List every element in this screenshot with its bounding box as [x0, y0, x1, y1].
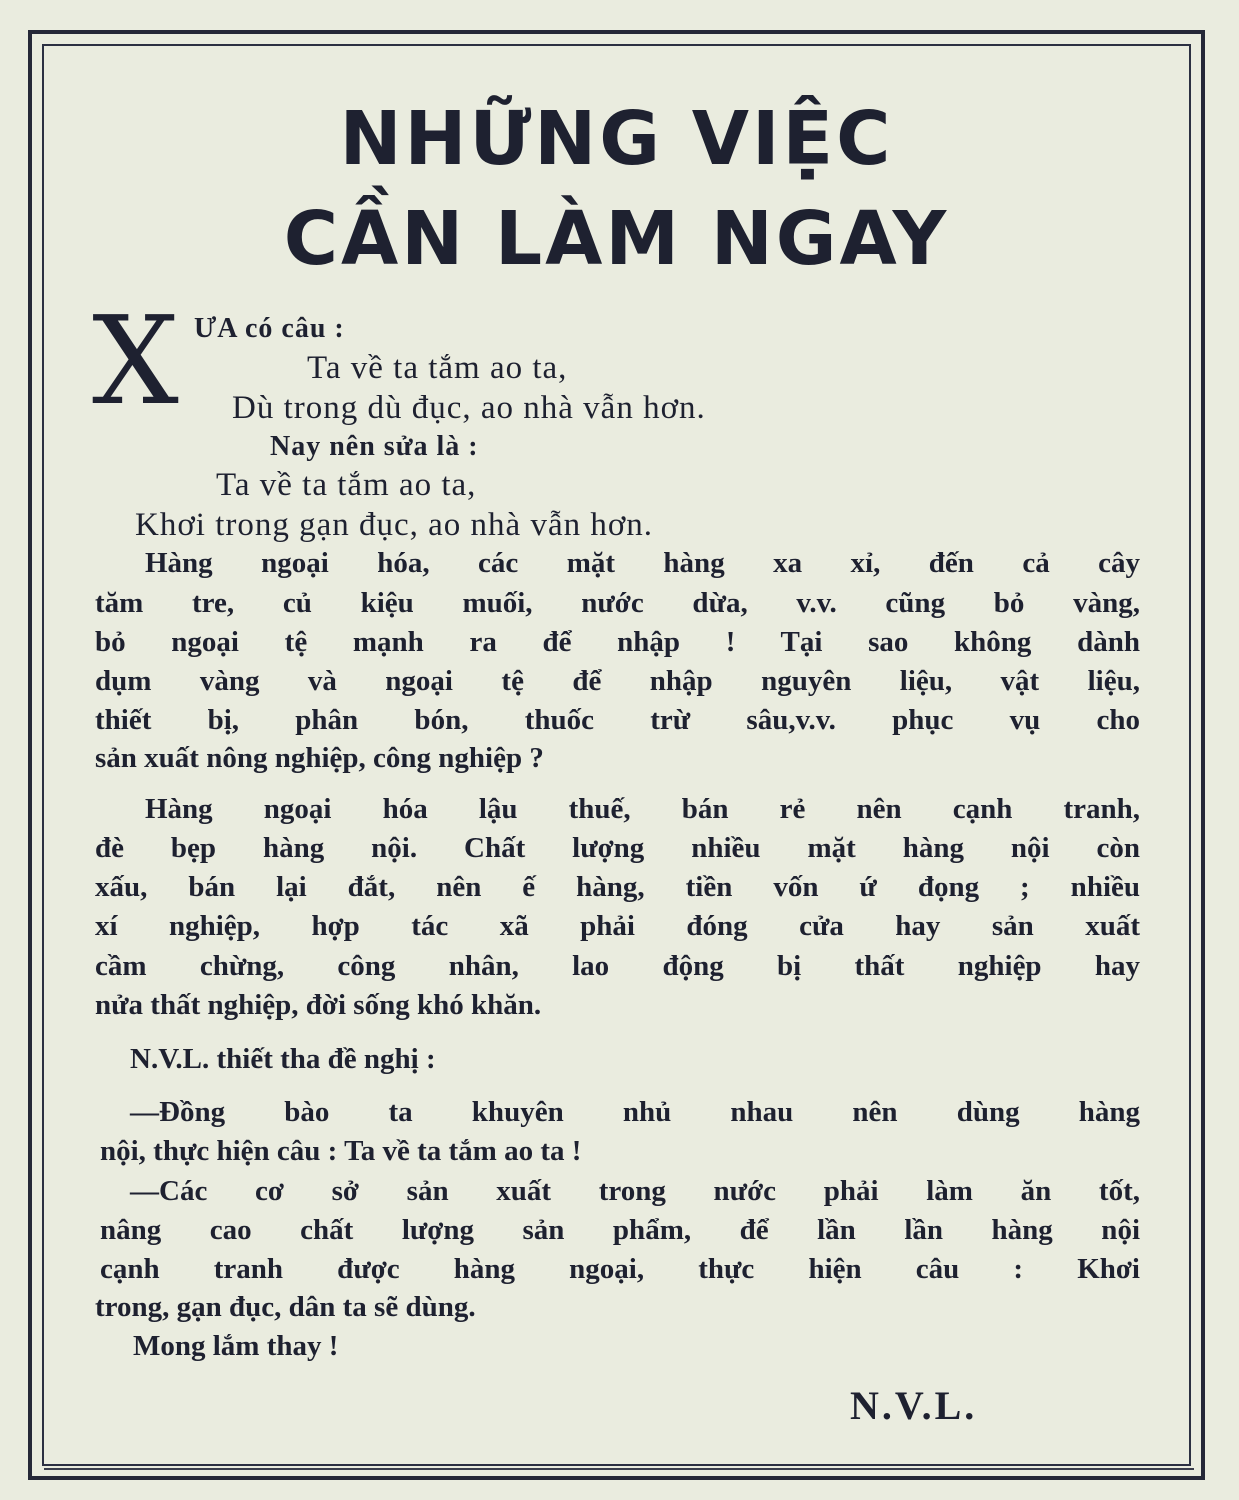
para1-line-1: Hàng ngoại hóa, các mặt hàng xa xỉ, đến cả cây	[145, 547, 1140, 579]
proposal2-line-1: —Các cơ sở sản xuất trong nước phải làm ăn tốt,	[130, 1175, 1140, 1207]
new-verse-line-2: Khơi trong gạn đục, ao nhà vẫn hơn.	[135, 507, 654, 543]
para2-line-6: nửa thất nghiệp, đời sống khó khăn.	[95, 989, 542, 1021]
proposal1-line-2: nội, thực hiện câu : Ta về ta tắm ao ta !	[100, 1135, 582, 1167]
para2-line-4: xí nghiệp, hợp tác xã phải đóng cửa hay sản xuất	[95, 910, 1140, 942]
proposal2-line-3: cạnh tranh được hàng ngoại, thực hiện câu : Khơi	[100, 1253, 1140, 1285]
revise-intro-line: Nay nên sửa là :	[270, 431, 479, 462]
new-verse-line-1: Ta về ta tắm ao ta,	[216, 467, 477, 503]
para2-line-1: Hàng ngoại hóa lậu thuế, bán rẻ nên cạnh tranh,	[145, 793, 1140, 825]
proposal1-line-1: —Đồng bào ta khuyên nhủ nhau nên dùng hàng	[130, 1096, 1140, 1128]
old-verse-line-2: Dù trong dù đục, ao nhà vẫn hơn.	[232, 390, 706, 426]
para1-line-6: sản xuất nông nghiệp, công nghiệp ?	[95, 742, 544, 774]
para2-line-5: cầm chừng, công nhân, lao động bị thất nghiệp hay	[95, 950, 1140, 982]
old-verse-line-1: Ta về ta tắm ao ta,	[307, 350, 568, 386]
bottom-rule	[44, 1468, 1194, 1470]
para1-line-4: dụm vàng và ngoại tệ để nhập nguyên liệu, vật liệu,	[95, 665, 1140, 697]
intro-line: ƯA có câu :	[194, 313, 345, 344]
para1-line-3: bỏ ngoại tệ mạnh ra để nhập ! Tại sao không dành	[95, 626, 1140, 658]
para2-line-3: xấu, bán lại đắt, nên ế hàng, tiền vốn ứ đọng ; nhiều	[95, 871, 1140, 903]
para2-line-2: đè bẹp hàng nội. Chất lượng nhiều mặt hàng nội còn	[95, 832, 1140, 864]
signature: N.V.L.	[850, 1383, 978, 1428]
drop-cap: X	[92, 290, 179, 432]
headline-line-1: NHỮNG VIỆC	[339, 96, 894, 182]
headline-line-2: CẦN LÀM NGAY	[283, 196, 950, 282]
proposal2-line-4: trong, gạn đục, dân ta sẽ dùng.	[95, 1291, 476, 1323]
para1-line-2: tăm tre, củ kiệu muối, nước dừa, v.v. cũng bỏ vàng,	[95, 587, 1140, 619]
closing-line: Mong lắm thay !	[133, 1330, 339, 1362]
proposal2-line-2: nâng cao chất lượng sản phẩm, để lần lần hàng nội	[100, 1214, 1140, 1246]
para1-line-5: thiết bị, phân bón, thuốc trừ sâu,v.v. phục vụ cho	[95, 704, 1140, 736]
proposal-intro: N.V.L. thiết tha đề nghị :	[130, 1043, 436, 1075]
